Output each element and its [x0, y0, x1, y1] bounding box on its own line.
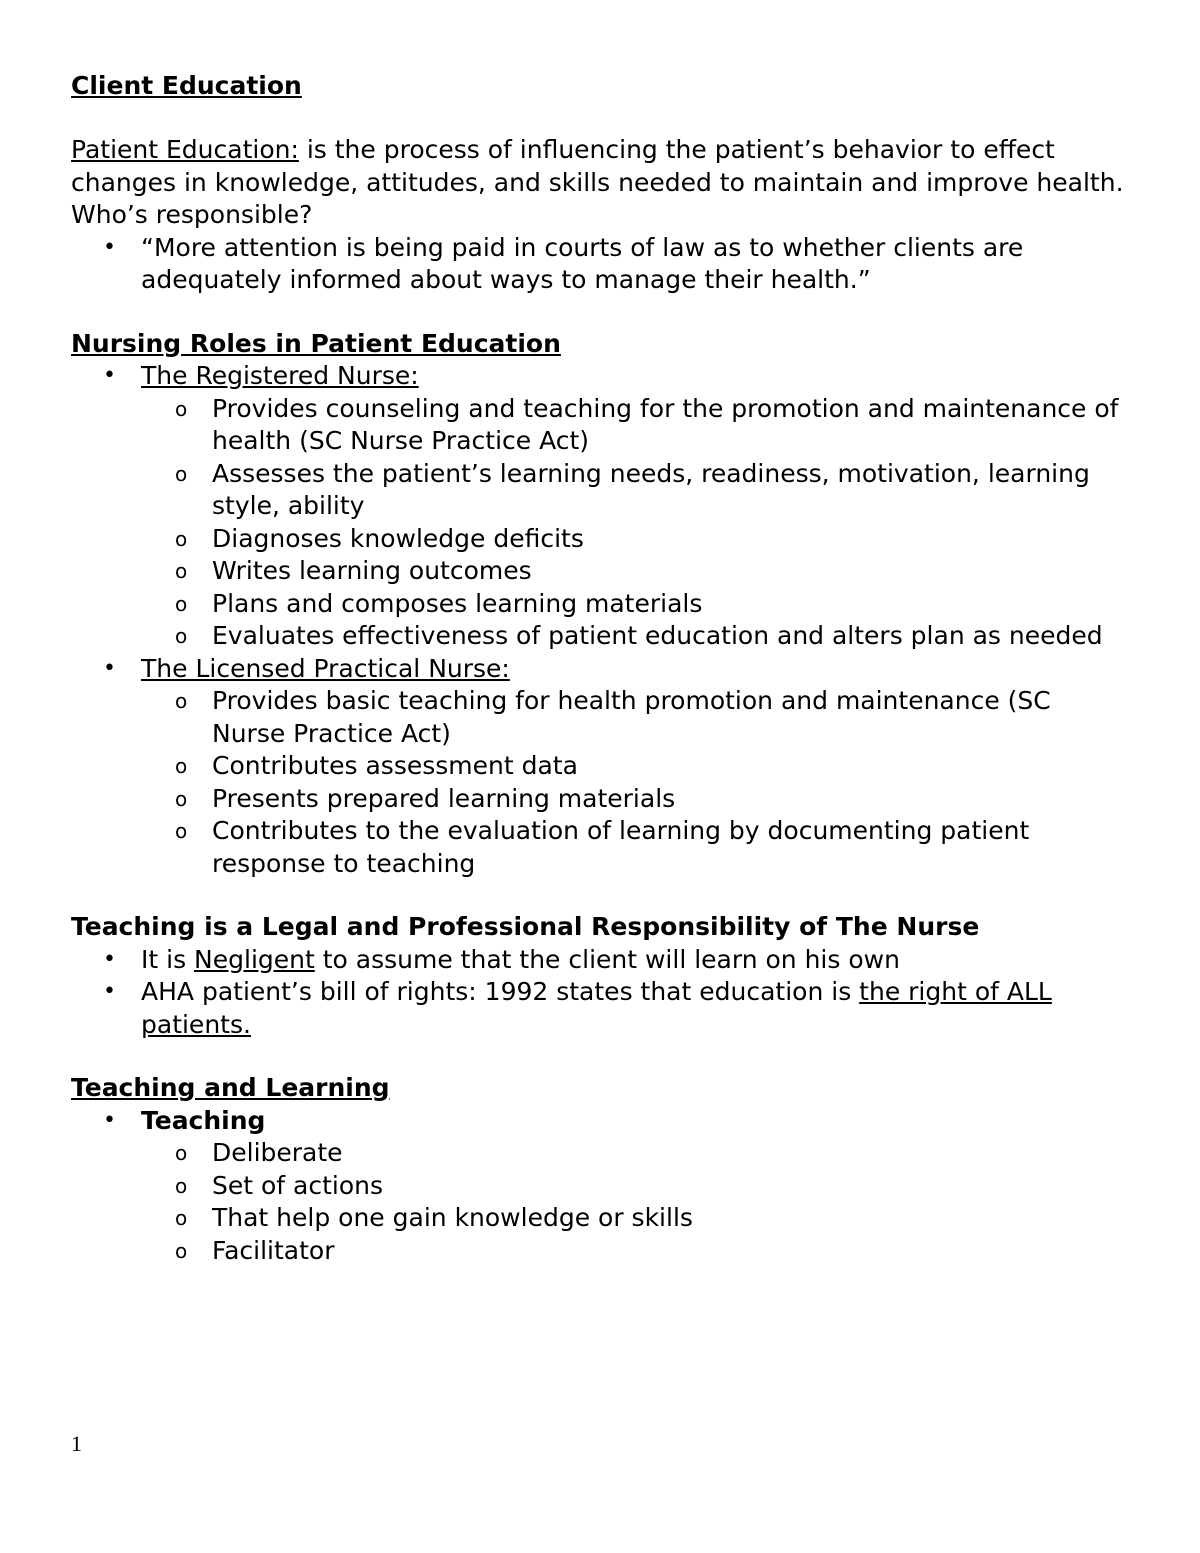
- teaching-list: [71, 1105, 1131, 1268]
- list-item: [175, 1137, 1131, 1170]
- list-item: [175, 750, 1131, 783]
- text-fragment: to assume that the client will learn on his own: [314, 944, 900, 974]
- sub-bullet-icon: o: [175, 819, 188, 843]
- negligent-underlined: Negligent: [194, 944, 315, 974]
- list-item: [175, 393, 1131, 458]
- list-item-text: That help one gain knowledge or skills: [212, 1203, 693, 1232]
- list-item: [175, 685, 1131, 750]
- teaching-label: Teaching: [141, 1105, 266, 1135]
- list-item-text: Deliberate: [212, 1138, 343, 1167]
- list-item-text: Contributes assessment data: [212, 751, 578, 780]
- roles-list: [71, 360, 1131, 880]
- list-item-text: Set of actions: [212, 1170, 384, 1200]
- bullet-icon: •: [103, 946, 116, 972]
- list-item-text: Presents prepared learning materials: [212, 783, 676, 813]
- sub-bullet-icon: o: [175, 1173, 188, 1198]
- list-item-teaching: [103, 1105, 1131, 1268]
- bullet-icon: •: [103, 234, 116, 260]
- blank-line: [71, 1041, 1131, 1072]
- list-item-text: Writes learning outcomes: [212, 556, 532, 585]
- list-item-text: Facilitator: [212, 1235, 335, 1265]
- sub-bullet-icon: o: [175, 689, 188, 713]
- sub-bullet-icon: o: [175, 624, 188, 648]
- bullet-icon: •: [103, 655, 116, 681]
- definition-term: Patient Education:: [71, 135, 299, 164]
- list-item-rn: [103, 360, 1131, 653]
- list-item-text: Plans and composes learning materials: [212, 588, 703, 618]
- list-item-text: Provides basic teaching for health promotion and maintenance (SC Nurse Practice Act): [212, 686, 1051, 748]
- sub-bullet-icon: o: [175, 754, 188, 778]
- rn-label: The Registered Nurse:: [141, 361, 419, 390]
- sub-bullet-icon: o: [175, 526, 188, 551]
- list-item: [175, 783, 1131, 816]
- definition-paragraph: [71, 134, 1131, 199]
- list-item: [175, 1202, 1131, 1235]
- list-item: [175, 588, 1131, 621]
- list-item: [175, 458, 1131, 523]
- document-page: [71, 70, 1131, 1267]
- teaching-sub-list: [141, 1137, 1131, 1267]
- document-title: Client Education: [71, 71, 302, 100]
- blank-line: [71, 880, 1131, 911]
- list-item: [103, 232, 1131, 297]
- section-heading-legal: Teaching is a Legal and Professional Responsibility of The Nurse: [71, 912, 980, 941]
- list-item-text: Assesses the patient’s learning needs, readiness, motivation, learning style, ability: [212, 458, 1090, 520]
- sub-bullet-icon: o: [175, 591, 188, 616]
- lpn-label: The Licensed Practical Nurse:: [141, 653, 510, 683]
- who-question: Who’s responsible?: [71, 200, 313, 229]
- sub-bullet-icon: o: [175, 461, 188, 486]
- list-item: [175, 1235, 1131, 1268]
- sub-bullet-icon: o: [175, 396, 188, 421]
- text-fragment: It is: [141, 944, 195, 974]
- sub-bullet-icon: o: [175, 559, 188, 583]
- lpn-sub-list: [141, 685, 1131, 880]
- blank-line: [71, 297, 1131, 328]
- list-item-lpn: [103, 653, 1131, 881]
- bullet-icon: •: [103, 1107, 116, 1133]
- rn-sub-list: [141, 393, 1131, 653]
- who-bullet-list: [71, 232, 1131, 297]
- sub-bullet-icon: o: [175, 786, 188, 811]
- sub-bullet-icon: o: [175, 1206, 188, 1230]
- list-item: [103, 944, 1131, 977]
- section-heading-roles: Nursing Roles in Patient Education: [71, 328, 561, 358]
- quote-text: “More attention is being paid in courts of law as to whether clients are adequately informed about ways to manage their health.”: [141, 232, 1024, 294]
- list-item-text: Contributes to the evaluation of learning by documenting patient response to teaching: [212, 816, 1030, 878]
- definition-text: is the process of influencing the patient’s behavior to effect changes in knowledge, attitudes, and skills needed to maintain and improve health.: [71, 135, 1124, 197]
- section-heading-teaching-learning: Teaching and Learning: [71, 1073, 390, 1102]
- list-item-text: Diagnoses knowledge deficits: [212, 523, 584, 553]
- sub-bullet-icon: o: [175, 1141, 188, 1165]
- legal-list: [71, 944, 1131, 1042]
- text-fragment: AHA patient’s bill of rights: 1992 states that education is: [141, 977, 860, 1006]
- list-item: [175, 555, 1131, 588]
- list-item: [175, 620, 1131, 653]
- list-item: [103, 976, 1131, 1041]
- list-item: [175, 815, 1131, 880]
- list-item: [175, 1170, 1131, 1203]
- blank-line: [71, 103, 1131, 134]
- right-underlined: the right of ALL patients.: [141, 977, 1052, 1039]
- sub-bullet-icon: o: [175, 1238, 188, 1263]
- list-item-text: Provides counseling and teaching for the promotion and maintenance of health (SC Nurse Practice Act): [212, 393, 1119, 455]
- page-number: 1: [71, 1431, 82, 1456]
- list-item-text: Evaluates effectiveness of patient education and alters plan as needed: [212, 621, 1103, 650]
- bullet-icon: •: [103, 363, 116, 388]
- bullet-icon: •: [103, 979, 116, 1004]
- list-item: [175, 523, 1131, 556]
